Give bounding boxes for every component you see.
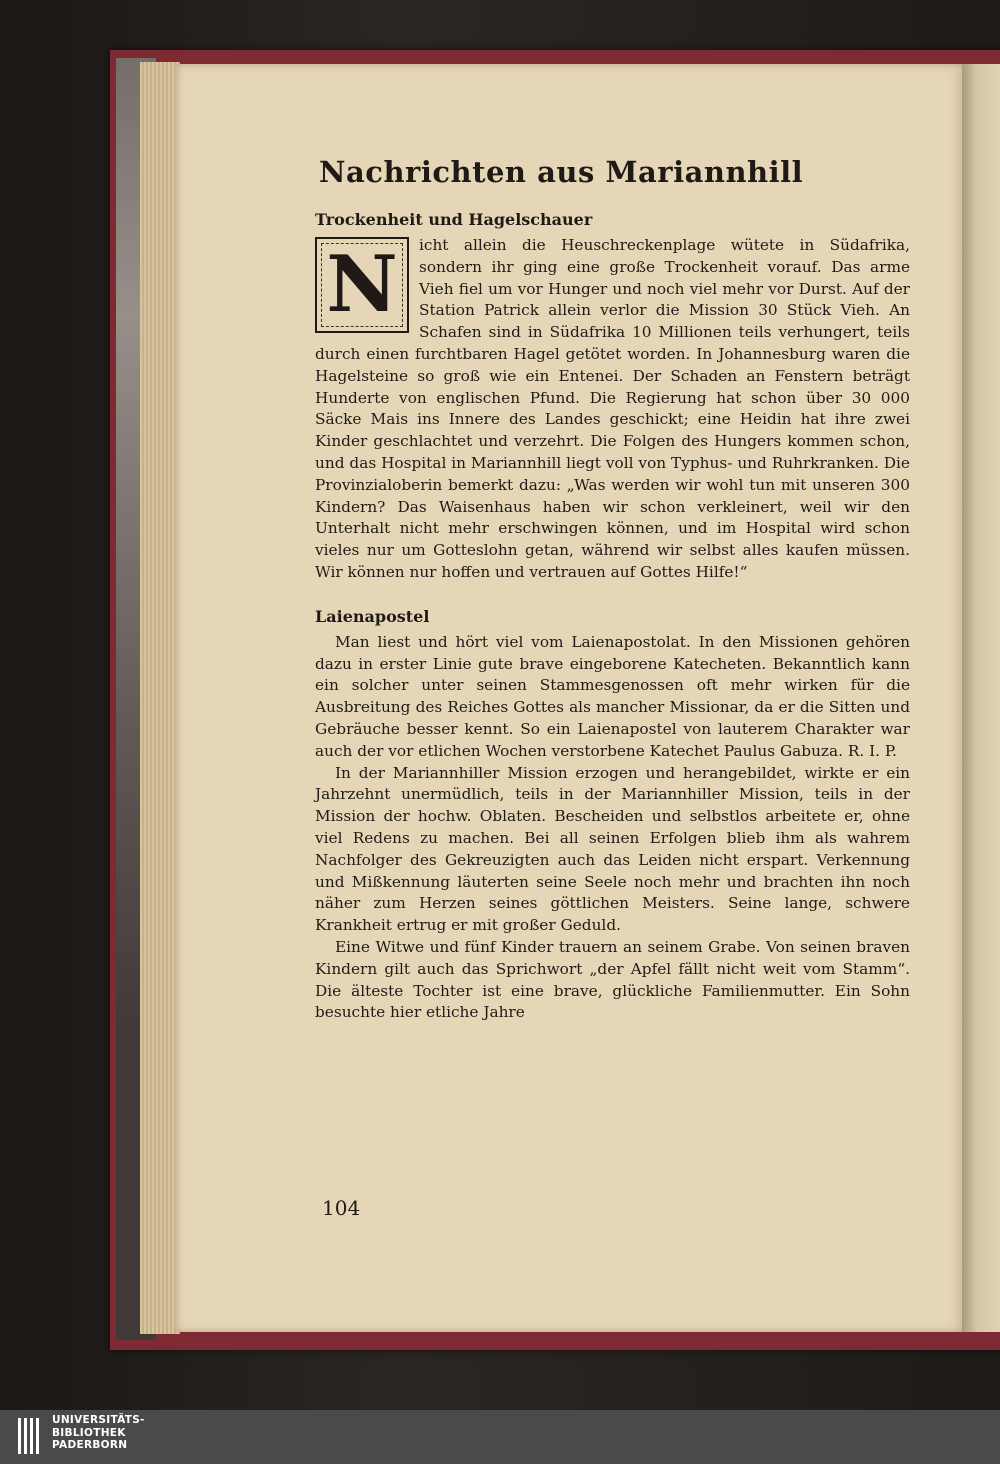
paragraph xyxy=(315,763,910,937)
facing-page-edge xyxy=(962,64,1000,1332)
paragraph-text: Man liest und hört viel vom Laienapostolat. In den Missionen gehören dazu in erster Linie gute brave eingeborene Katecheten. Bekanntlich kann ein solcher unter seinen Stammesgenossen oft mehr wirken für die Ausbreitung des Reiches Gottes als mancher Missionar, da er die Sitten und Gebräuche besser kennt. So ein Laienapostel von lauterem Charakter war auch der vor etlichen Wochen verstorbene Katechet Paulus Gabuza. R. I. P. xyxy=(315,632,910,760)
initial-letter: N xyxy=(326,239,398,330)
paragraph-text: Eine Witwe und fünf Kinder trauern an seinem Grabe. Von seinen braven Kindern gilt auch das Sprichwort „der Apfel fällt nicht weit vom Stamm“. Die älteste Tochter ist eine brave, glückliche Familienmutter. Ein Sohn besuchte hier etliche Jahre xyxy=(315,937,910,1022)
ornamental-initial xyxy=(315,237,409,333)
paragraph xyxy=(315,632,910,763)
page-number: 104 xyxy=(322,1196,361,1220)
paragraph-text: In der Mariannhiller Mission erzogen und herangebildet, wirkte er ein Jahrzehnt unermüdlich, teils in der Mariannhiller Mission, teils in der Mission der hochw. Oblaten. Bescheiden und selbstlos arbeitete er, ohne viel Redens zu machen. Bei all seinen Erfolgen blieb ihm als wahrem Nachfolger des Gekreuzigten auch das Leiden nicht erspart. Verkennung und Mißkennung läuterten seine Seele noch mehr und brachten ihn noch näher zum Herzen seines göttlichen Meisters. Seine lange, schwere Krankheit ertrug er mit großer Geduld. xyxy=(315,763,910,935)
section-heading: Trockenheit und Hagelschauer xyxy=(315,210,593,229)
section-heading: Laienapostel xyxy=(315,606,430,626)
paragraph-text: icht allein die Heuschreckenplage wütete in Südafrika, sondern ihr ging eine große Trockenheit vorauf. Das arme Vieh fiel um vor Hunger und noch viel mehr vor Durst. Auf der Station Patrick allein verlor die Mission 30 Stück Vieh. An Schafen sind in Südafrika 10 Millionen teils verhungert, teils durch einen furchtbaren Hagel getötet worden. In Johannesburg waren die Hagelsteine so groß wie ein Entenei. Der Schaden an Fenstern beträgt Hunderte von englischen Pfund. Die Regierung hat schon über 30 000 Säcke Mais ins Innere des Landes geschickt; eine Heidin hat ihre zwei Kinder geschlachtet und verzehrt. Die Folgen des Hungers kommen schon, und das Hospital in Mariannhill liegt voll von Typhus- und Ruhrkranken. Die Provinzialoberin bemerkt dazu: „Was werden wir wohl tun mit unseren 300 Kindern? Das Waisenhaus haben wir schon verkleinert, weil wir den Unterhalt nicht mehr erschwingen können, und im Hospital wird schon vieles nur um Gotteslohn getan, während wir selbst alles kaufen müssen. Wir können nur hoffen und vertrauen auf Gottes Hilfe!“ xyxy=(315,236,910,581)
page-content xyxy=(315,155,910,1235)
section-text xyxy=(315,235,910,584)
logo-line: BIBLIOTHEK xyxy=(52,1426,126,1439)
logo-line: PADERBORN xyxy=(52,1439,128,1451)
page-edges xyxy=(140,62,180,1334)
article-title: Nachrichten aus Mariannhill xyxy=(319,155,804,189)
logo-line: UNIVERSITÄTS- xyxy=(52,1414,145,1426)
paragraph xyxy=(315,937,910,1024)
library-logo-text xyxy=(52,1414,202,1452)
library-logo-icon xyxy=(18,1418,42,1454)
